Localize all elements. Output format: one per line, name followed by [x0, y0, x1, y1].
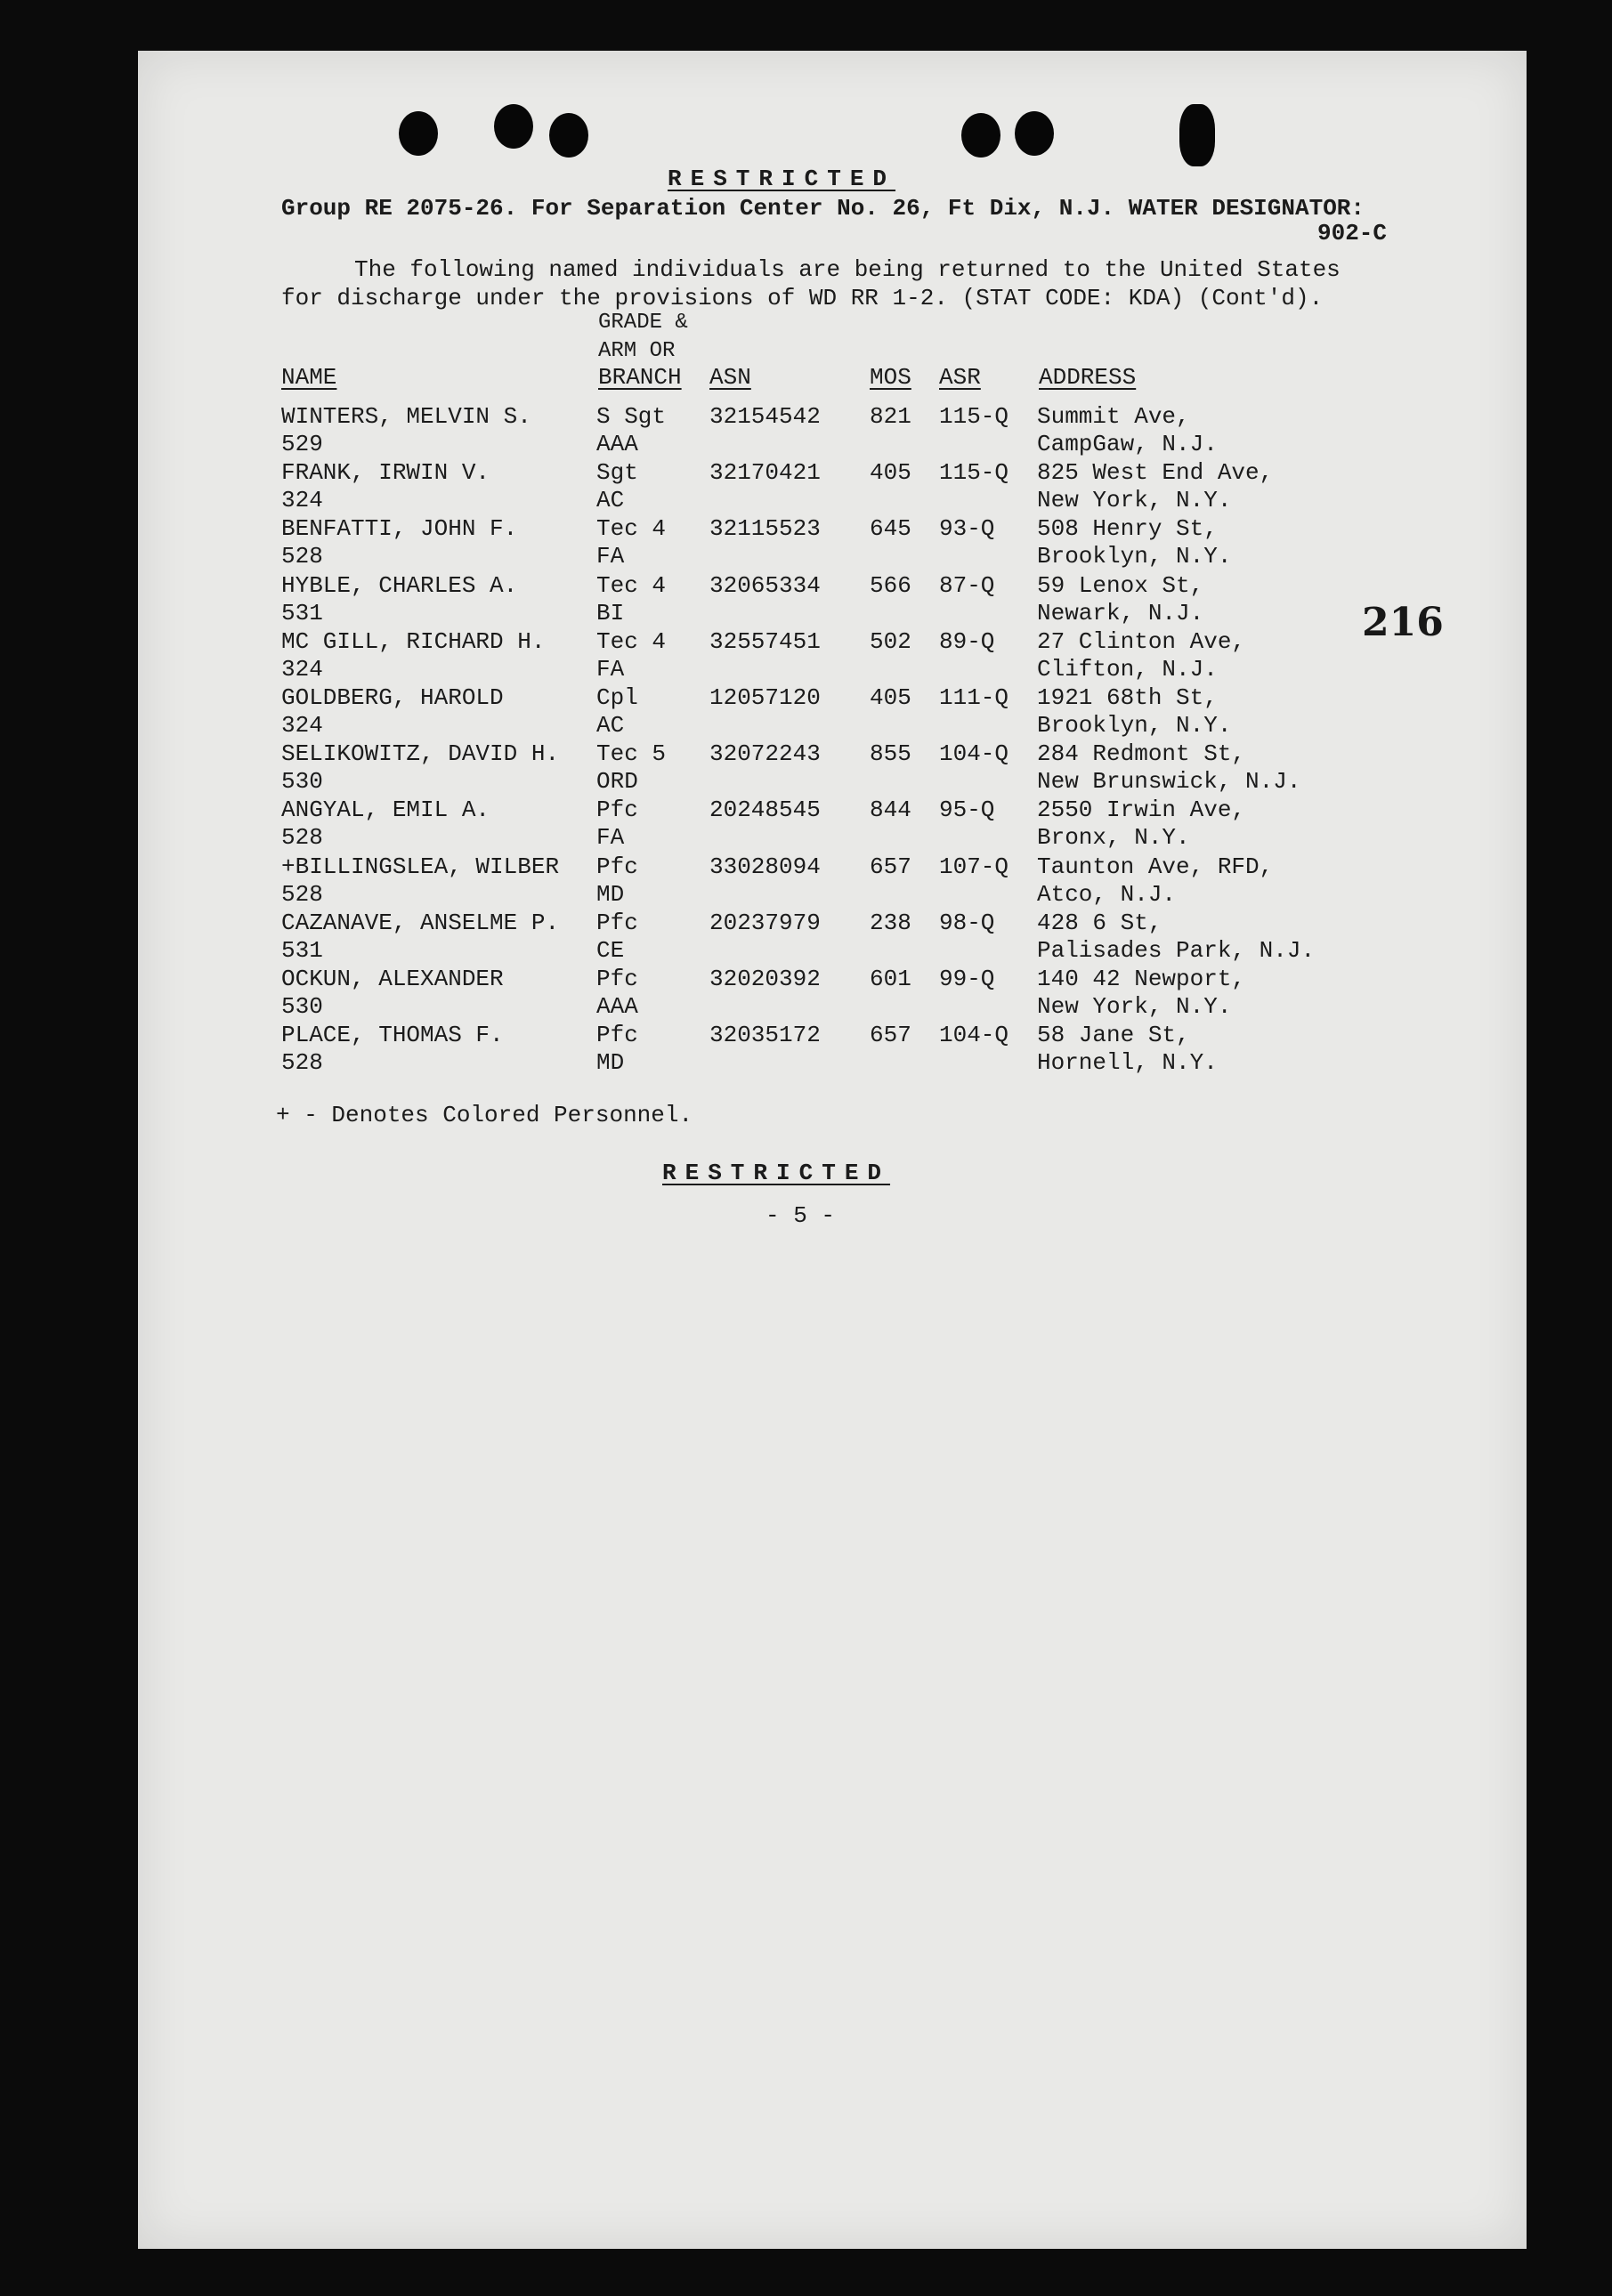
cell-grade-line2: AAA	[596, 993, 638, 1020]
cell-name-line2: 531	[281, 936, 323, 964]
restricted-heading-top: RESTRICTED	[668, 166, 896, 192]
cell-grade: Pfc	[596, 796, 638, 824]
cell-address-line2: Clifton, N.J.	[1037, 655, 1218, 683]
cell-mos: 405	[870, 459, 911, 487]
cell-address-line2: CampGaw, N.J.	[1037, 431, 1218, 457]
cell-address: Taunton Ave, RFD,	[1037, 853, 1274, 880]
cell-grade: S Sgt	[596, 403, 667, 430]
cell-name-line2: 530	[281, 993, 323, 1020]
cell-name: BENFATTI, JOHN F.	[281, 515, 518, 543]
cell-asr: 98-Q	[939, 909, 995, 936]
column-header-grade-2: ARM OR	[598, 339, 676, 363]
cell-mos: 405	[870, 684, 911, 711]
document-page	[138, 51, 1527, 2249]
cell-asn: 12057120	[709, 684, 821, 711]
cell-asn: 32035172	[709, 1022, 821, 1049]
punch-hole	[399, 111, 438, 156]
cell-address: 2550 Irwin Ave,	[1037, 796, 1246, 824]
restricted-heading-bottom: RESTRICTED	[662, 1160, 891, 1186]
cell-name-line2: 324	[281, 712, 323, 739]
cell-grade: Sgt	[596, 459, 638, 487]
cell-asr: 89-Q	[939, 627, 995, 655]
cell-name: FRANK, IRWIN V.	[281, 459, 490, 487]
cell-asn: 32557451	[709, 627, 821, 655]
cell-asn: 32072243	[709, 740, 821, 768]
column-header-grade-3: BRANCH	[598, 364, 682, 391]
cell-name: GOLDBERG, HAROLD	[281, 684, 504, 711]
cell-name-line2: 528	[281, 824, 323, 852]
punch-hole	[494, 104, 533, 149]
cell-mos: 821	[870, 403, 911, 430]
cell-address-line2: New York, N.Y.	[1037, 993, 1232, 1020]
punch-hole	[549, 113, 588, 158]
cell-mos: 657	[870, 1022, 911, 1049]
cell-asn: 20237979	[709, 909, 821, 936]
column-header-address: ADDRESS	[1039, 364, 1137, 391]
intro-line-2: for discharge under the provisions of WD RR 1-2. (STAT CODE: KDA) (Cont'd).	[281, 285, 1324, 311]
column-header-asn: ASN	[709, 364, 751, 391]
punch-hole	[1015, 111, 1054, 156]
cell-grade-line2: AC	[596, 712, 625, 739]
cell-name: ANGYAL, EMIL A.	[281, 796, 490, 824]
cell-address: 27 Clinton Ave,	[1037, 627, 1246, 655]
cell-name-line2: 529	[281, 431, 323, 457]
cell-grade-line2: MD	[596, 880, 625, 908]
cell-name-line2: 528	[281, 880, 323, 908]
cell-address: 140 42 Newport,	[1037, 966, 1246, 992]
designator-continued: 902-C	[1317, 220, 1388, 247]
cell-grade-line2: AAA	[596, 431, 638, 457]
column-header-name: NAME	[281, 364, 337, 391]
cell-asr: 93-Q	[939, 515, 995, 543]
cell-name: +BILLINGSLEA, WILBER	[281, 853, 560, 880]
column-header-mos: MOS	[870, 364, 911, 391]
cell-grade: Tec 4	[596, 515, 667, 543]
cell-address-line2: Palisades Park, N.J.	[1037, 936, 1316, 964]
cell-address-line2: Brooklyn, N.Y.	[1037, 712, 1232, 739]
cell-asn: 32154542	[709, 403, 821, 430]
cell-grade: Pfc	[596, 966, 638, 992]
footnote: + - Denotes Colored Personnel.	[276, 1102, 693, 1128]
cell-asr: 104-Q	[939, 1022, 1009, 1049]
cell-asr: 104-Q	[939, 740, 1009, 768]
cell-address: 59 Lenox St,	[1037, 571, 1204, 599]
cell-asn: 32065334	[709, 571, 821, 599]
group-line: Group RE 2075-26. For Separation Center No. 26, Ft Dix, N.J. WATER DESIGNATOR:	[281, 195, 1365, 222]
cell-address: 58 Jane St,	[1037, 1022, 1190, 1049]
cell-address-line2: Brooklyn, N.Y.	[1037, 543, 1232, 570]
cell-address-line2: Bronx, N.Y.	[1037, 824, 1190, 852]
cell-mos: 657	[870, 853, 911, 880]
cell-grade: Tec 5	[596, 740, 667, 768]
punch-hole	[1179, 104, 1215, 166]
cell-name: PLACE, THOMAS F.	[281, 1022, 504, 1049]
cell-name-line2: 530	[281, 768, 323, 796]
cell-asr: 107-Q	[939, 853, 1009, 880]
cell-grade: Pfc	[596, 909, 638, 936]
cell-asn: 32020392	[709, 966, 821, 992]
cell-address: 825 West End Ave,	[1037, 459, 1274, 487]
cell-name: SELIKOWITZ, DAVID H.	[281, 740, 560, 768]
cell-address-line2: Newark, N.J.	[1037, 599, 1204, 627]
cell-mos: 238	[870, 909, 911, 936]
cell-asr: 115-Q	[939, 403, 1009, 430]
cell-asr: 99-Q	[939, 966, 995, 992]
cell-grade-line2: FA	[596, 655, 625, 683]
cell-grade-line2: FA	[596, 543, 625, 570]
cell-address: 284 Redmont St,	[1037, 740, 1246, 768]
cell-asr: 87-Q	[939, 571, 995, 599]
cell-name-line2: 531	[281, 599, 323, 627]
cell-mos: 502	[870, 627, 911, 655]
cell-grade: Pfc	[596, 1022, 638, 1049]
punch-hole	[961, 113, 1000, 158]
cell-name: OCKUN, ALEXANDER	[281, 966, 504, 992]
cell-grade-line2: FA	[596, 824, 625, 852]
cell-grade-line2: BI	[596, 599, 625, 627]
cell-address-line2: Atco, N.J.	[1037, 880, 1177, 908]
cell-address: Summit Ave,	[1037, 403, 1190, 430]
cell-address: 1921 68th St,	[1037, 684, 1218, 711]
cell-asr: 115-Q	[939, 459, 1009, 487]
cell-asn: 33028094	[709, 853, 821, 880]
cell-name: MC GILL, RICHARD H.	[281, 627, 546, 655]
cell-address: 428 6 St,	[1037, 909, 1162, 936]
cell-asn: 32170421	[709, 459, 821, 487]
cell-mos: 601	[870, 966, 911, 992]
cell-grade: Cpl	[596, 684, 638, 711]
cell-asr: 111-Q	[939, 684, 1009, 711]
cell-grade: Pfc	[596, 853, 638, 880]
cell-mos: 855	[870, 740, 911, 768]
cell-name-line2: 324	[281, 655, 323, 683]
cell-grade-line2: ORD	[596, 768, 638, 796]
column-header-asr: ASR	[939, 364, 981, 391]
intro-line-1: The following named individuals are being returned to the United States	[354, 256, 1341, 283]
cell-name: HYBLE, CHARLES A.	[281, 571, 518, 599]
cell-mos: 844	[870, 796, 911, 824]
cell-mos: 566	[870, 571, 911, 599]
cell-grade: Tec 4	[596, 571, 667, 599]
stamped-page-number: 216	[1362, 600, 1444, 645]
cell-grade-line2: AC	[596, 487, 625, 514]
column-header-grade-1: GRADE &	[598, 311, 688, 335]
cell-address: 508 Henry St,	[1037, 515, 1218, 543]
cell-asn: 20248545	[709, 796, 821, 824]
cell-asr: 95-Q	[939, 796, 995, 824]
cell-name-line2: 528	[281, 543, 323, 570]
cell-name: CAZANAVE, ANSELME P.	[281, 909, 560, 936]
cell-address-line2: New Brunswick, N.J.	[1037, 768, 1301, 796]
cell-address-line2: Hornell, N.Y.	[1037, 1049, 1218, 1077]
cell-mos: 645	[870, 515, 911, 543]
page-number: - 5 -	[765, 1202, 836, 1229]
cell-name: WINTERS, MELVIN S.	[281, 403, 531, 430]
cell-asn: 32115523	[709, 515, 821, 543]
cell-grade: Tec 4	[596, 627, 667, 655]
cell-name-line2: 324	[281, 487, 323, 514]
cell-address-line2: New York, N.Y.	[1037, 487, 1232, 514]
cell-name-line2: 528	[281, 1049, 323, 1077]
cell-grade-line2: CE	[596, 936, 625, 964]
cell-grade-line2: MD	[596, 1049, 625, 1077]
